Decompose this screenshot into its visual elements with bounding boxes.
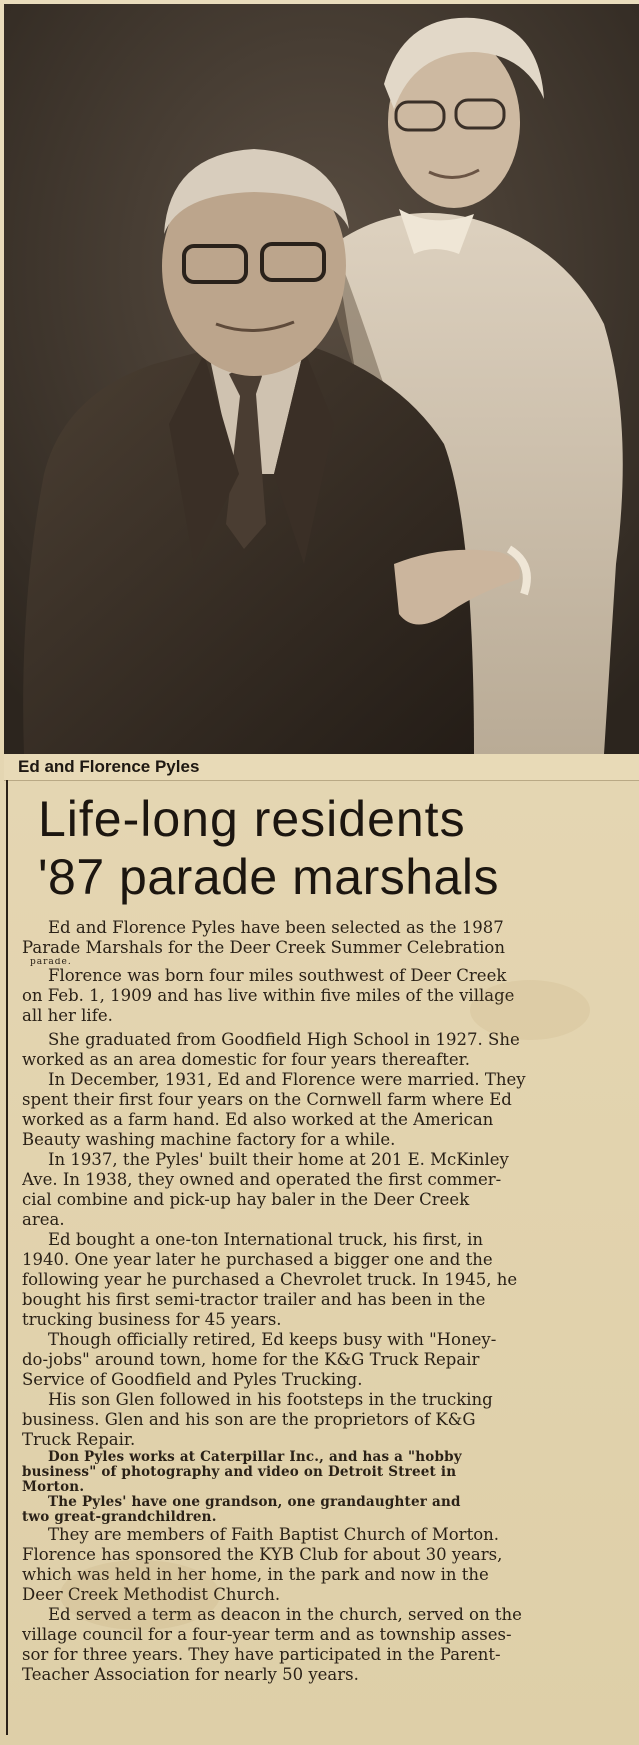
- column-rule: [6, 780, 8, 1735]
- headline: [38, 790, 628, 906]
- article-line: parade.: [30, 958, 72, 966]
- article-line: In December, 1931, Ed and Florence were married. They: [48, 1070, 526, 1089]
- article-line: Ed bought a one-ton International truck, his first, in: [48, 1230, 484, 1249]
- article-line: 1940. One year later he purchased a bigger one and the: [22, 1250, 493, 1269]
- article-line: following year he purchased a Chevrolet truck. In 1945, he: [22, 1270, 518, 1289]
- headline-line-2: '87 parade marshals: [38, 849, 499, 905]
- article-line: The Pyles' have one grandson, one grandaughter and: [48, 1495, 461, 1510]
- article-line: business. Glen and his son are the proprietors of K&G: [22, 1410, 476, 1429]
- article-line: spent their first four years on the Cornwell farm where Ed: [22, 1090, 512, 1109]
- article-line: Deer Creek Methodist Church.: [22, 1585, 281, 1604]
- article-line: village council for a four-year term and as township asses-: [22, 1625, 512, 1644]
- article-line: Truck Repair.: [22, 1430, 136, 1449]
- article-line: Florence was born four miles southwest of Deer Creek: [48, 966, 507, 985]
- article-line: area.: [22, 1210, 65, 1229]
- article-line: worked as a farm hand. Ed also worked at the American: [22, 1110, 494, 1129]
- article-line: trucking business for 45 years.: [22, 1310, 282, 1329]
- paper-stain: [470, 980, 590, 1040]
- article-line: on Feb. 1, 1909 and has live within five miles of the village: [22, 986, 515, 1005]
- article-line: She graduated from Goodfield High School in 1927. She: [48, 1030, 520, 1049]
- article-line: His son Glen followed in his footsteps in the trucking: [48, 1390, 493, 1409]
- photo-illustration: [4, 4, 639, 754]
- article-line: Ed served a term as deacon in the church, served on the: [48, 1605, 522, 1624]
- article-line: Don Pyles works at Caterpillar Inc., and has a "hobby: [48, 1450, 462, 1465]
- article-line: Florence has sponsored the KYB Club for about 30 years,: [22, 1545, 503, 1564]
- article-line: bought his first semi-tractor trailer and has been in the: [22, 1290, 486, 1309]
- article-line: Ave. In 1938, they owned and operated the first commer-: [22, 1170, 502, 1189]
- article-line: worked as an area domestic for four years thereafter.: [22, 1050, 470, 1069]
- article-line: Parade Marshals for the Deer Creek Summer Celebration: [22, 938, 505, 957]
- article-line: cial combine and pick-up hay baler in the Deer Creek: [22, 1190, 470, 1209]
- headline-line-1: Life-long residents: [38, 791, 466, 847]
- article-line: They are members of Faith Baptist Church of Morton.: [48, 1525, 500, 1544]
- article-line: Ed and Florence Pyles have been selected as the 1987: [48, 918, 504, 937]
- article-line: In 1937, the Pyles' built their home at 201 E. McKinley: [48, 1150, 509, 1169]
- article-line: Teacher Association for nearly 50 years.: [22, 1665, 359, 1684]
- article-line: Though officially retired, Ed keeps busy with "Honey-: [48, 1330, 497, 1349]
- couple-photograph: [4, 4, 639, 754]
- article-line: all her life.: [22, 1006, 113, 1025]
- article-line: which was held in her home, in the park and now in the: [22, 1565, 489, 1584]
- article-line: do-jobs" around town, home for the K&G Truck Repair: [22, 1350, 480, 1369]
- photo-caption: Ed and Florence Pyles: [18, 757, 200, 776]
- article-line: Morton.: [22, 1480, 85, 1495]
- article-line: Service of Goodfield and Pyles Trucking.: [22, 1370, 363, 1389]
- article-line: sor for three years. They have participated in the Parent-: [22, 1645, 501, 1664]
- article-line: two great-grandchildren.: [22, 1510, 217, 1525]
- article-line: business" of photography and video on Detroit Street in: [22, 1465, 457, 1480]
- article-line: Beauty washing machine factory for a while.: [22, 1130, 396, 1149]
- photo-caption-bar: [4, 754, 639, 781]
- paper-stain: [60, 1560, 220, 1630]
